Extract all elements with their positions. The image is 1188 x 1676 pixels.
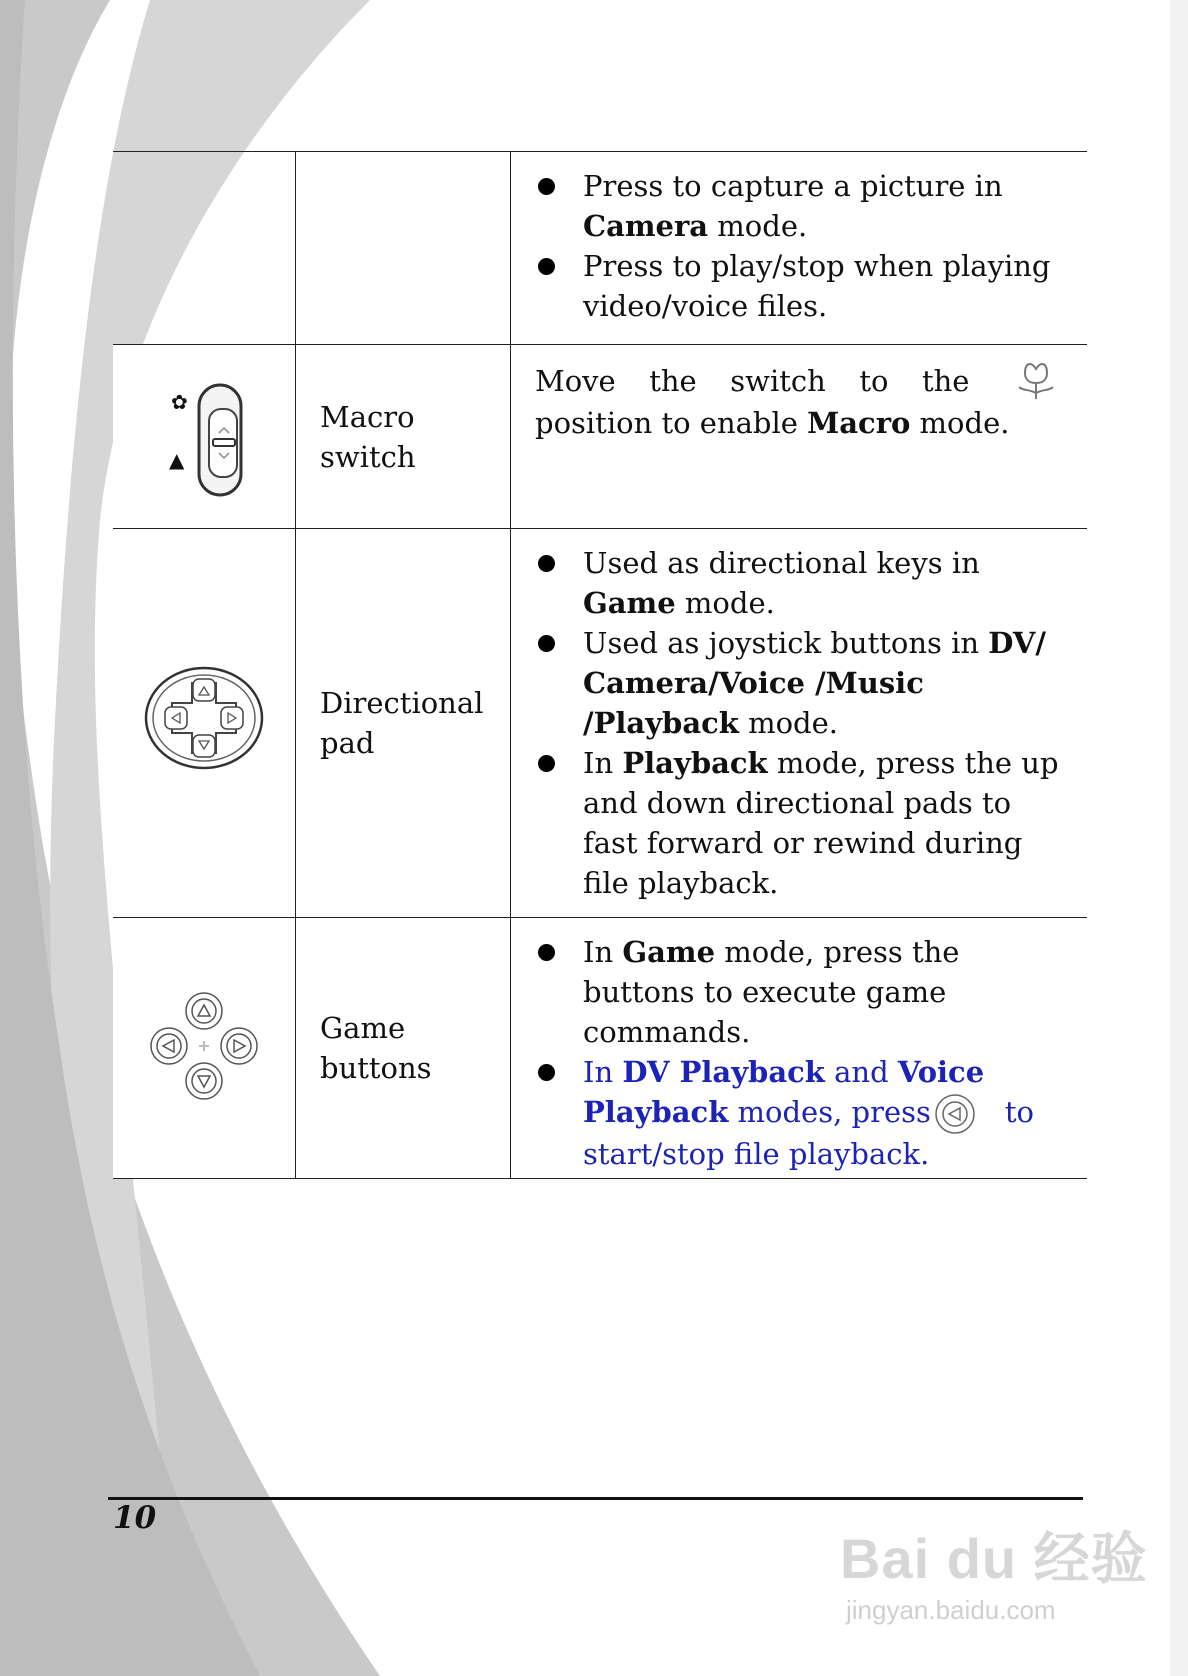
icon-cell <box>113 529 296 918</box>
table-row <box>113 918 1087 1179</box>
description-cell <box>511 918 1088 1179</box>
macro-description: Move the switch to the position to enable Macro mode. <box>535 359 1069 443</box>
control-name: pad <box>320 726 375 760</box>
list-item: Used as directional keys in Game mode. <box>535 543 1069 623</box>
list-item: Used as joystick buttons in DV/ Camera/Voice /Music /Playback mode. <box>535 623 1069 743</box>
control-name: Directional <box>320 686 484 720</box>
name-cell <box>296 345 511 529</box>
right-margin-strip <box>1170 0 1188 1676</box>
watermark-logo: Bai du 经验 <box>840 1527 1148 1590</box>
icon-cell <box>113 345 296 529</box>
bullet-list <box>535 932 1069 1052</box>
table-row <box>113 152 1087 345</box>
bullet-list <box>535 166 1069 326</box>
list-item: Press to capture a picture in Camera mode. <box>535 166 1069 246</box>
icon-cell <box>113 152 296 345</box>
watermark <box>840 1515 1148 1626</box>
svg-text:▲: ▲ <box>169 447 185 472</box>
table-row <box>113 345 1087 529</box>
page-number: 10 <box>113 1500 157 1536</box>
name-cell <box>296 918 511 1179</box>
list-item: In DV Playback and Voice Playback modes, press to start/stop file playback. <box>535 1052 1069 1174</box>
table-row <box>113 529 1087 918</box>
game-buttons-icon <box>144 983 264 1103</box>
description-cell <box>511 152 1088 345</box>
description-cell <box>511 529 1088 918</box>
list-item: In Playback mode, press the up and down directional pads to fast forward or rewind during file playback. <box>535 743 1069 903</box>
control-name: Macro <box>320 399 415 434</box>
controls-table <box>113 151 1087 1179</box>
macro-switch-icon <box>149 367 259 497</box>
control-name: buttons <box>320 1051 432 1085</box>
control-name: Game <box>320 1011 406 1045</box>
description-cell <box>511 345 1088 529</box>
control-name: switch <box>320 439 416 474</box>
watermark-url: jingyan.baidu.com <box>846 1595 1056 1625</box>
svg-text:✿: ✿ <box>171 389 188 414</box>
directional-pad-icon <box>141 663 267 773</box>
list-item: In Game mode, press the buttons to execute game commands. <box>535 932 1069 1052</box>
name-cell <box>296 152 511 345</box>
list-item: Press to play/stop when playing video/voice files. <box>535 246 1069 326</box>
footer-rule <box>108 1497 1083 1500</box>
name-cell <box>296 529 511 918</box>
bullet-list <box>535 1052 1069 1174</box>
bullet-list <box>535 543 1069 903</box>
icon-cell <box>113 918 296 1179</box>
macro-flower-icon <box>1013 359 1059 403</box>
left-game-button-icon <box>933 1094 977 1134</box>
